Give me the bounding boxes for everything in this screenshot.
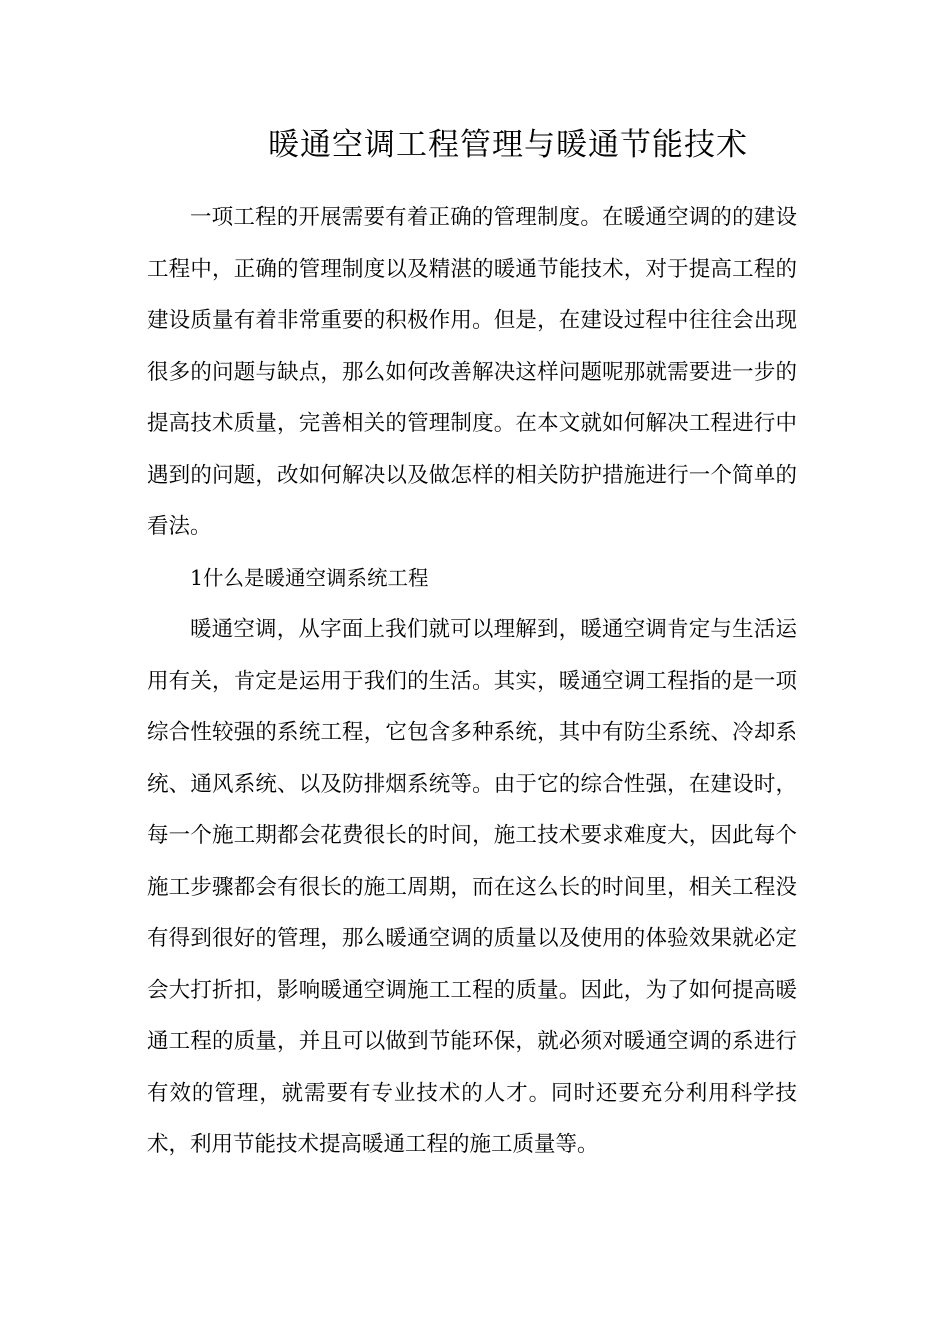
document-body <box>147 192 797 1171</box>
intro-paragraph: 一项工程的开展需要有着正确的管理制度。在暖通空调的的建设工程中，正确的管理制度以及精湛的暖通节能技术，对于提高工程的建设质量有着非常重要的积极作用。但是，在建设过程中往往会出现很多的问题与缺点，那么如何改善解决这样问题呢那就需要进一步的提高技术质量，完善相关的管理制度。在本文就如何解决工程进行中遇到的问题，改如何解决以及做怎样的相关防护措施进行一个简单的看法。 <box>147 205 797 539</box>
section-paragraph: 暖通空调，从字面上我们就可以理解到，暖通空调肯定与生活运用有关，肯定是运用于我们的生活。其实，暖通空调工程指的是一项综合性较强的系统工程，它包含多种系统，其中有防尘系统、冷却系统、通风系统、以及防排烟系统等。由于它的综合性强，在建设时，每一个施工期都会花费很长的时间，施工技术要求难度大，因此每个施工步骤都会有很长的施工周期，而在这么长的时间里，相关工程没有得到很好的管理，那么暖通空调的质量以及使用的体验效果就必定会大打折扣，影响暖通空调施工工程的质量。因此，为了如何提高暖通工程的质量，并且可以做到节能环保，就必须对暖通空调的系进行有效的管理，就需要有专业技术的人才。同时还要充分利用科学技术，利用节能技术提高暖通工程的施工质量等。 <box>147 617 797 1157</box>
document-title: 暖通空调工程管理与暖通节能技术 <box>268 127 748 163</box>
section-heading: 1什么是暖通空调系统工程 <box>190 565 429 590</box>
